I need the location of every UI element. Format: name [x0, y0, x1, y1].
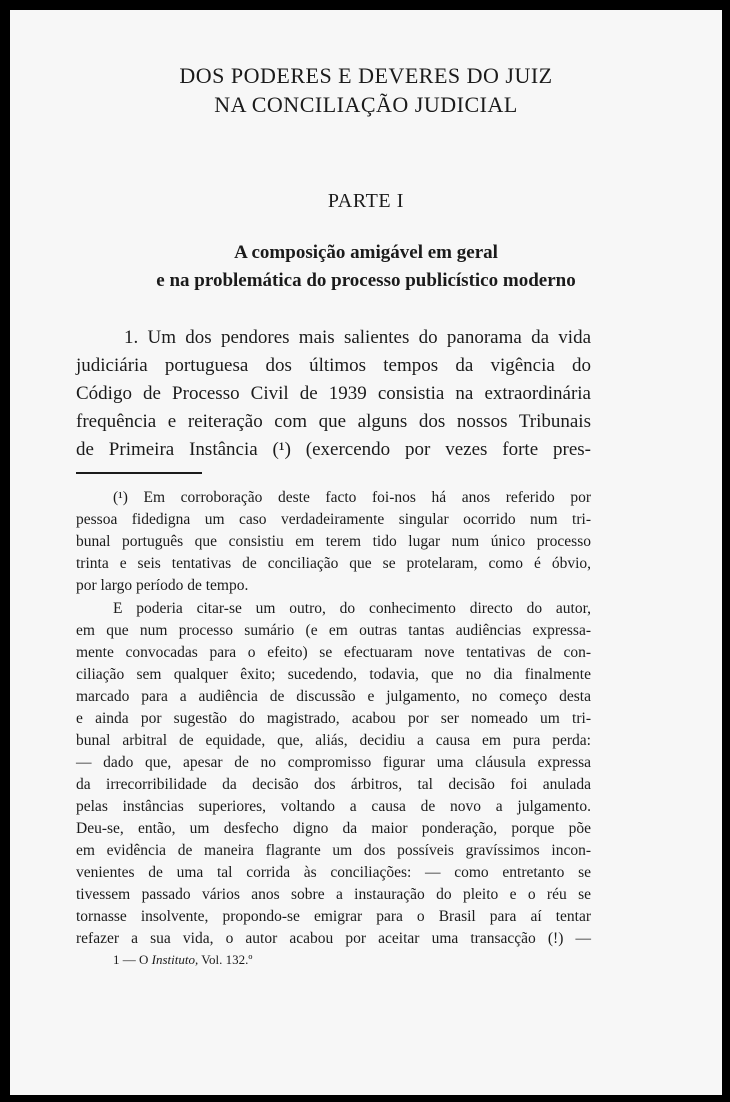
footnote-line: — dado que, apesar de no compromisso figurar uma cláusula expressa [76, 754, 591, 771]
signature-volume: Vol. 132.º [198, 952, 253, 967]
footnote-line: e ainda por sugestão do magistrado, acabou por ser nomeado um tri- [76, 710, 591, 727]
footnote-line: Deu-se, então, um desfecho digno da maior ponderação, porque põe [76, 820, 591, 837]
footnote-line: pessoa fidedigna um caso verdadeiramente singular ocorrido num tri- [76, 511, 591, 528]
footnote-line: venientes de uma tal corrida às conciliações: — como entretanto se [76, 864, 591, 881]
footnote-line: refazer a sua vida, o autor acabou por aceitar uma transacção (!) — [76, 930, 591, 947]
body-line: 1. Um dos pendores mais salientes do panorama da vida [124, 327, 591, 348]
footnote-line: tivessem passado vários anos sobre a instauração do pleito e o réu se [76, 886, 591, 903]
footnote-rule [76, 472, 202, 474]
signature-prefix: 1 — O [113, 952, 152, 967]
footnote-line: da irrecorribilidade da decisão dos árbitros, tal decisão foi anulada [76, 776, 591, 793]
footnote-line: em que num processo sumário (e em outras tantas audiências expressa- [76, 622, 591, 639]
part-heading: PARTE I [327, 190, 405, 212]
title-line-2: NA CONCILIAÇÃO JUDICIAL [214, 92, 518, 117]
subtitle-line-2: e na problemática do processo publicístico moderno [156, 270, 576, 291]
footnote-line: trinta e seis tentativas de conciliação que se protelaram, como é óbvio, [76, 555, 591, 572]
signature-mark [113, 952, 252, 968]
subtitle-line-1: A composição amigável em geral [234, 242, 498, 263]
footnote-line: tornasse insolvente, propondo-se emigrar para o Brasil para aí tentar [76, 908, 591, 925]
body-line: de Primeira Instância (¹) (exercendo por vezes forte pres- [76, 439, 591, 460]
footnote-line: (¹) Em corroboração deste facto foi-nos há anos referido por [113, 489, 591, 506]
footnote-line: E poderia citar-se um outro, do conhecimento directo do autor, [113, 600, 591, 617]
footnote-line: bunal português que consistiu em terem tido lugar num único processo [76, 533, 591, 550]
footnote-line: em evidência de maneira flagrante um dos possíveis gravíssimos incon- [76, 842, 591, 859]
title-line-1: DOS PODERES E DEVERES DO JUIZ [179, 63, 553, 88]
footnote-line: marcado para a audiência de discussão e julgamento, no começo desta [76, 688, 591, 705]
signature-journal: Instituto, [151, 952, 199, 967]
body-line: judiciária portuguesa dos últimos tempos da vigência do [76, 355, 591, 376]
footnote-line: ciliação sem qualquer êxito; sucedendo, todavia, que no dia finalmente [76, 666, 591, 683]
body-line: Código de Processo Civil de 1939 consistia na extraordinária [76, 383, 591, 404]
footnote-line: bunal arbitral de equidade, que, aliás, decidiu a causa em pura perda: [76, 732, 591, 749]
footnote-line: pelas instâncias superiores, voltando a causa de novo a julgamento. [76, 798, 591, 815]
footnote-line: mente convocadas para o efeito) se efectuaram nove tentativas de con- [76, 644, 591, 661]
body-line: frequência e reiteração com que alguns dos nossos Tribunais [76, 411, 591, 432]
document-page [10, 10, 722, 1095]
footnote-line: por largo período de tempo. [76, 577, 249, 594]
